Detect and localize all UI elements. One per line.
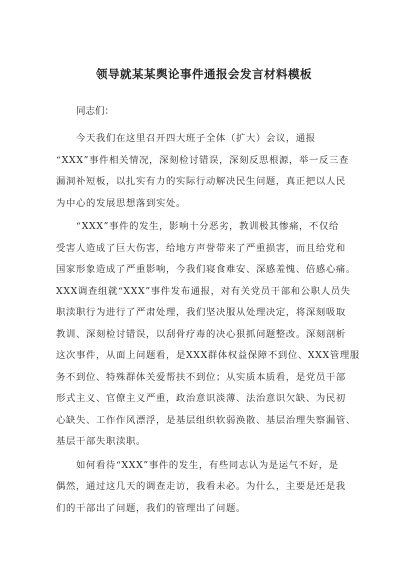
paragraph-line: 这次事件，从面上问题看，是XXX群体权益保障不到位、XXX管理服 bbox=[56, 350, 360, 361]
paragraph-line: 务不到位、特殊群体关爱帮扶不到位；从实质本质看，是党员干部 bbox=[56, 371, 346, 383]
paragraph-line: 形式主义、官僚主义严重，政治意识淡薄、法治意识欠缺、为民初 bbox=[56, 393, 346, 404]
paragraph-line: 如何看待“XXX”事件的发生，有些同志认为是运气不好，是 bbox=[76, 459, 339, 471]
document-title: 领导就某某舆论事件通报会发言材料模板 bbox=[96, 67, 312, 81]
paragraph-line: 偶然，通过这几天的调查走访，我看未必。为什么，主要是还是我 bbox=[56, 481, 346, 492]
paragraph-3 bbox=[56, 455, 352, 520]
paragraph-2 bbox=[56, 216, 360, 453]
paragraph-line: 们的干部出了问题，我们的管理出了问题。 bbox=[56, 502, 246, 514]
paragraph-line: 为中心的发展思想落到实处。 bbox=[56, 197, 186, 209]
paragraph-1 bbox=[56, 128, 352, 214]
paragraph-line: “XXX”事件相关情况，深刻检讨错误，深刻反思根源，举一反三查 bbox=[56, 154, 350, 166]
paragraph-line: 教训、深刻检讨错误，以刮骨疗毒的决心狠抓问题整改。深刻剖析 bbox=[56, 328, 346, 340]
paragraph-line: 今天我们在这里召开四大班子全体（扩大）会议，通报 bbox=[76, 133, 316, 144]
paragraph-line: 职渎职行为进行了严肃处理，我们坚决服从处理决定，将深刻吸取 bbox=[56, 307, 346, 318]
salutation: 同志们： bbox=[76, 106, 115, 117]
paragraph-line: 国家形象造成了严重影响，今我们寝食难安、深感羞愧、倍感心痛。 bbox=[56, 264, 356, 275]
paragraph-line: 受害人造成了巨大伤害，给地方声誉带来了严重损害，而且给党和 bbox=[56, 242, 346, 254]
paragraph-line: XXX调查组就“XXX”事件发布通报，对有关党员干部和公职人员失 bbox=[56, 285, 351, 297]
paragraph-line: 基层干部失职渎职。 bbox=[56, 436, 146, 447]
paragraph-line: 漏洞补短板，以扎实有力的实际行动解决民生问题，真正把以人民 bbox=[56, 176, 346, 187]
paragraph-line: 心缺失、工作作风漂浮，是基层组织软弱涣散、基层治理失察漏管、 bbox=[56, 414, 356, 426]
paragraph-line: “XXX”事件的发生，影响十分恶劣，教训极其惨痛，不仅给 bbox=[76, 221, 340, 232]
